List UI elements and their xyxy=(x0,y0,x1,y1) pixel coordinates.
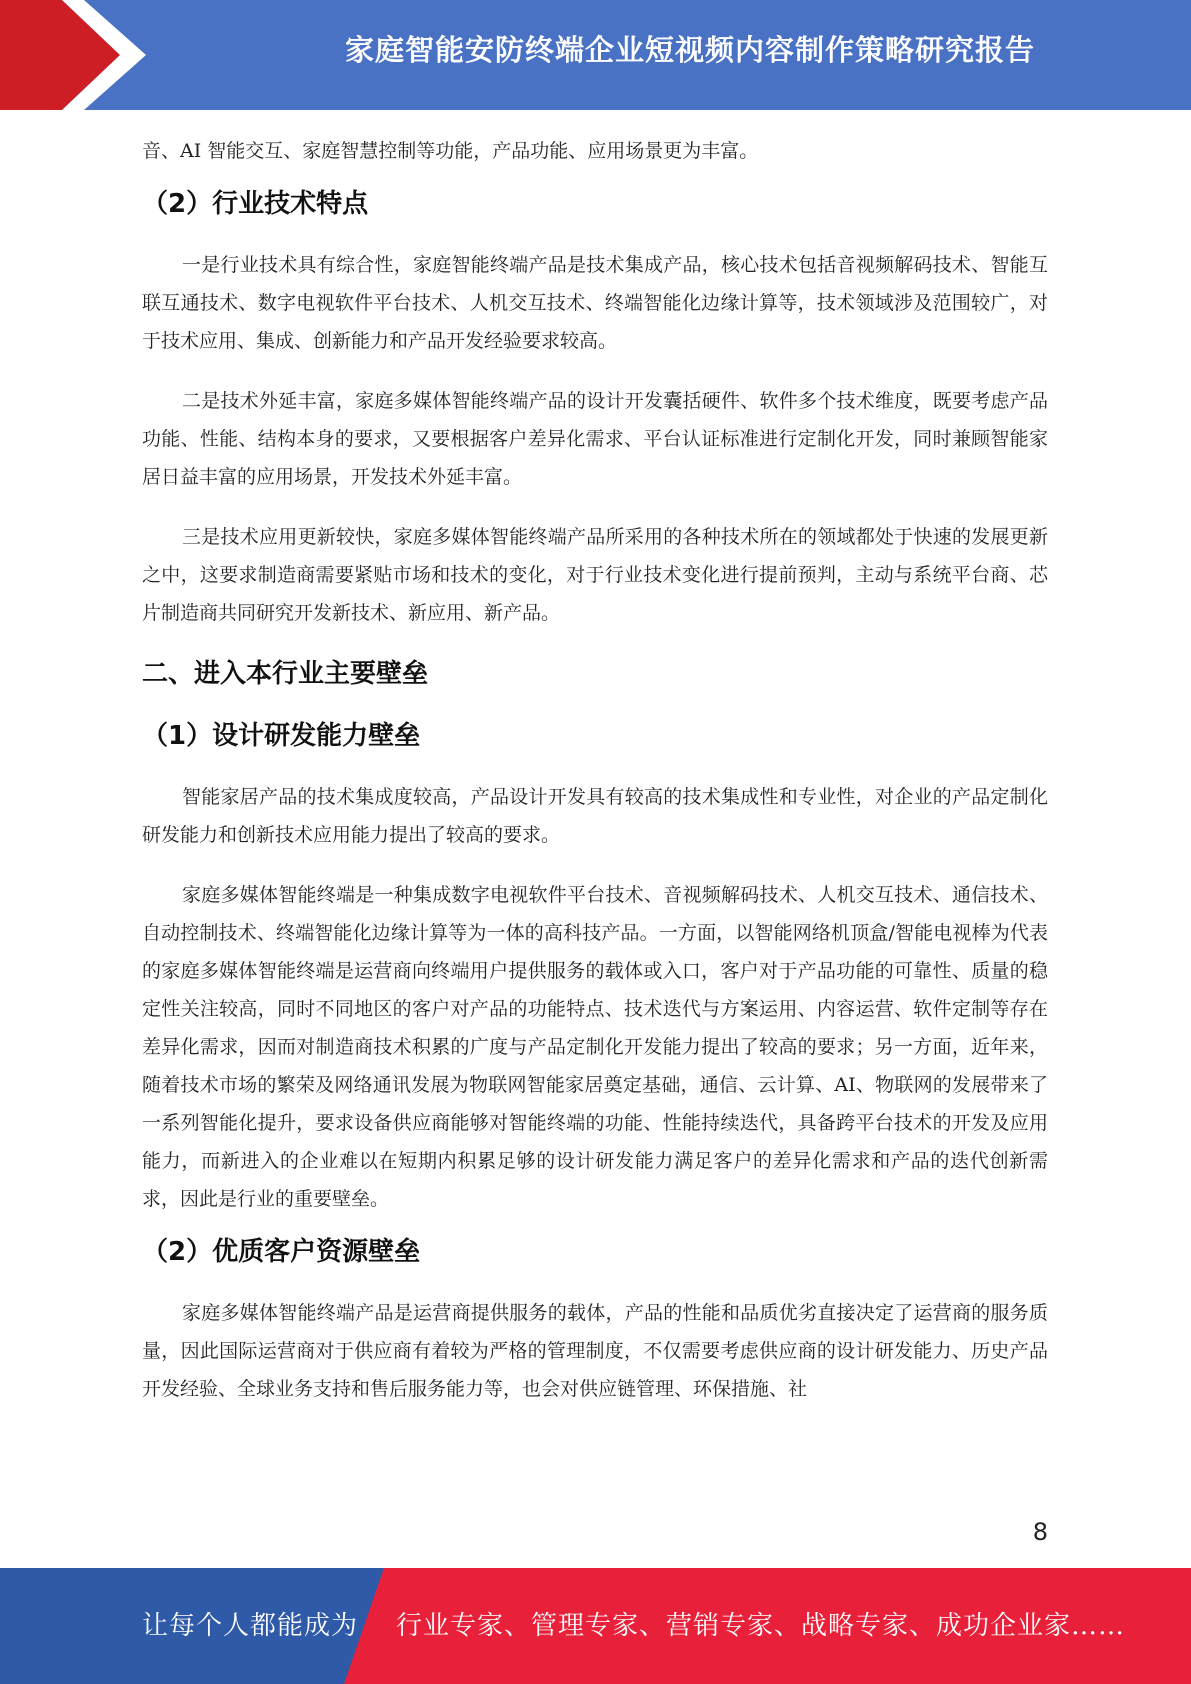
page-content xyxy=(142,132,1048,1408)
section-heading-customer-barrier: （2）优质客户资源壁垒 xyxy=(142,1237,421,1267)
paragraph-continued: 音、AI 智能交互、家庭智慧控制等功能，产品功能、应用场景更为丰富。 xyxy=(142,140,759,162)
report-title: 家庭智能安防终端企业短视频内容制作策略研究报告 xyxy=(344,33,1035,67)
paragraph-design-2: 家庭多媒体智能终端是一种集成数字电视软件平台技术、音视频解码技术、人机交互技术、通信技术、自动控制技术、终端智能化边缘计算等为一体的高科技产品。一方面，以智能网络机顶盒/智能电视棒为代表的家庭多媒体智能终端是运营商向终端用户提供服务的载体或入口，客户对于产品功能的可靠性、质量的稳定性关注较高，同时不同地区的客户对产品的功能特点、技术迭代与方案运用、内容运营、软件定制等存在差异化需求，因而对制造商技术积累的广度与产品定制化开发能力提出了较高的要求；另一方面，近年来，随着技术市场的繁荣及网络通讯发展为物联网智能家居奠定基础，通信、云计算、AI、物联网的发展带来了一系列智能化提升，要求设备供应商能够对智能终端的功能、性能持续迭代，具备跨平台技术的开发及应用能力，而新进入的企业难以在短期内积累足够的设计研发能力满足客户的差异化需求和产品的迭代创新需求，因此是行业的重要壁垒。 xyxy=(142,884,1048,1210)
header-arrow-icon xyxy=(0,0,200,110)
footer-band xyxy=(0,1568,1191,1684)
paragraph-tech-2: 二是技术外延丰富，家庭多媒体智能终端产品的设计开发囊括硬件、软件多个技术维度，既要考虑产品功能、性能、结构本身的要求，又要根据客户差异化需求、平台认证标准进行定制化开发，同时兼顾智能家居日益丰富的应用场景，开发技术外延丰富。 xyxy=(142,390,1048,488)
paragraph-tech-3: 三是技术应用更新较快，家庭多媒体智能终端产品所采用的各种技术所在的领域都处于快速的发展更新之中，这要求制造商需要紧贴市场和技术的变化，对于行业技术变化进行提前预判，主动与系统平台商、芯片制造商共同研究开发新技术、新应用、新产品。 xyxy=(142,526,1048,624)
page-number: 8 xyxy=(1032,1518,1048,1546)
section-heading-design-barrier: （1）设计研发能力壁垒 xyxy=(142,721,421,751)
section-heading-barriers: 二、进入本行业主要壁垒 xyxy=(142,659,429,689)
paragraph-design-1: 智能家居产品的技术集成度较高，产品设计开发具有较高的技术集成性和专业性，对企业的产品定制化研发能力和创新技术应用能力提出了较高的要求。 xyxy=(142,786,1048,846)
paragraph-tech-1: 一是行业技术具有综合性，家庭智能终端产品是技术集成产品，核心技术包括音视频解码技术、智能互联互通技术、数字电视软件平台技术、人机交互技术、终端智能化边缘计算等，技术领域涉及范围较广，对于技术应用、集成、创新能力和产品开发经验要求较高。 xyxy=(142,254,1048,352)
header-band xyxy=(0,0,1191,110)
footer-slogan-left: 让每个人都能成为 xyxy=(142,1611,359,1641)
footer-slogan-right: 行业专家、管理专家、营销专家、战略专家、成功企业家…… xyxy=(396,1611,1126,1641)
section-heading-tech-features: （2）行业技术特点 xyxy=(142,189,369,219)
paragraph-customer-1: 家庭多媒体智能终端产品是运营商提供服务的载体，产品的性能和品质优劣直接决定了运营商的服务质量，因此国际运营商对于供应商有着较为严格的管理制度，不仅需要考虑供应商的设计研发能力、历史产品开发经验、全球业务支持和售后服务能力等，也会对供应链管理、环保措施、社 xyxy=(142,1302,1048,1400)
